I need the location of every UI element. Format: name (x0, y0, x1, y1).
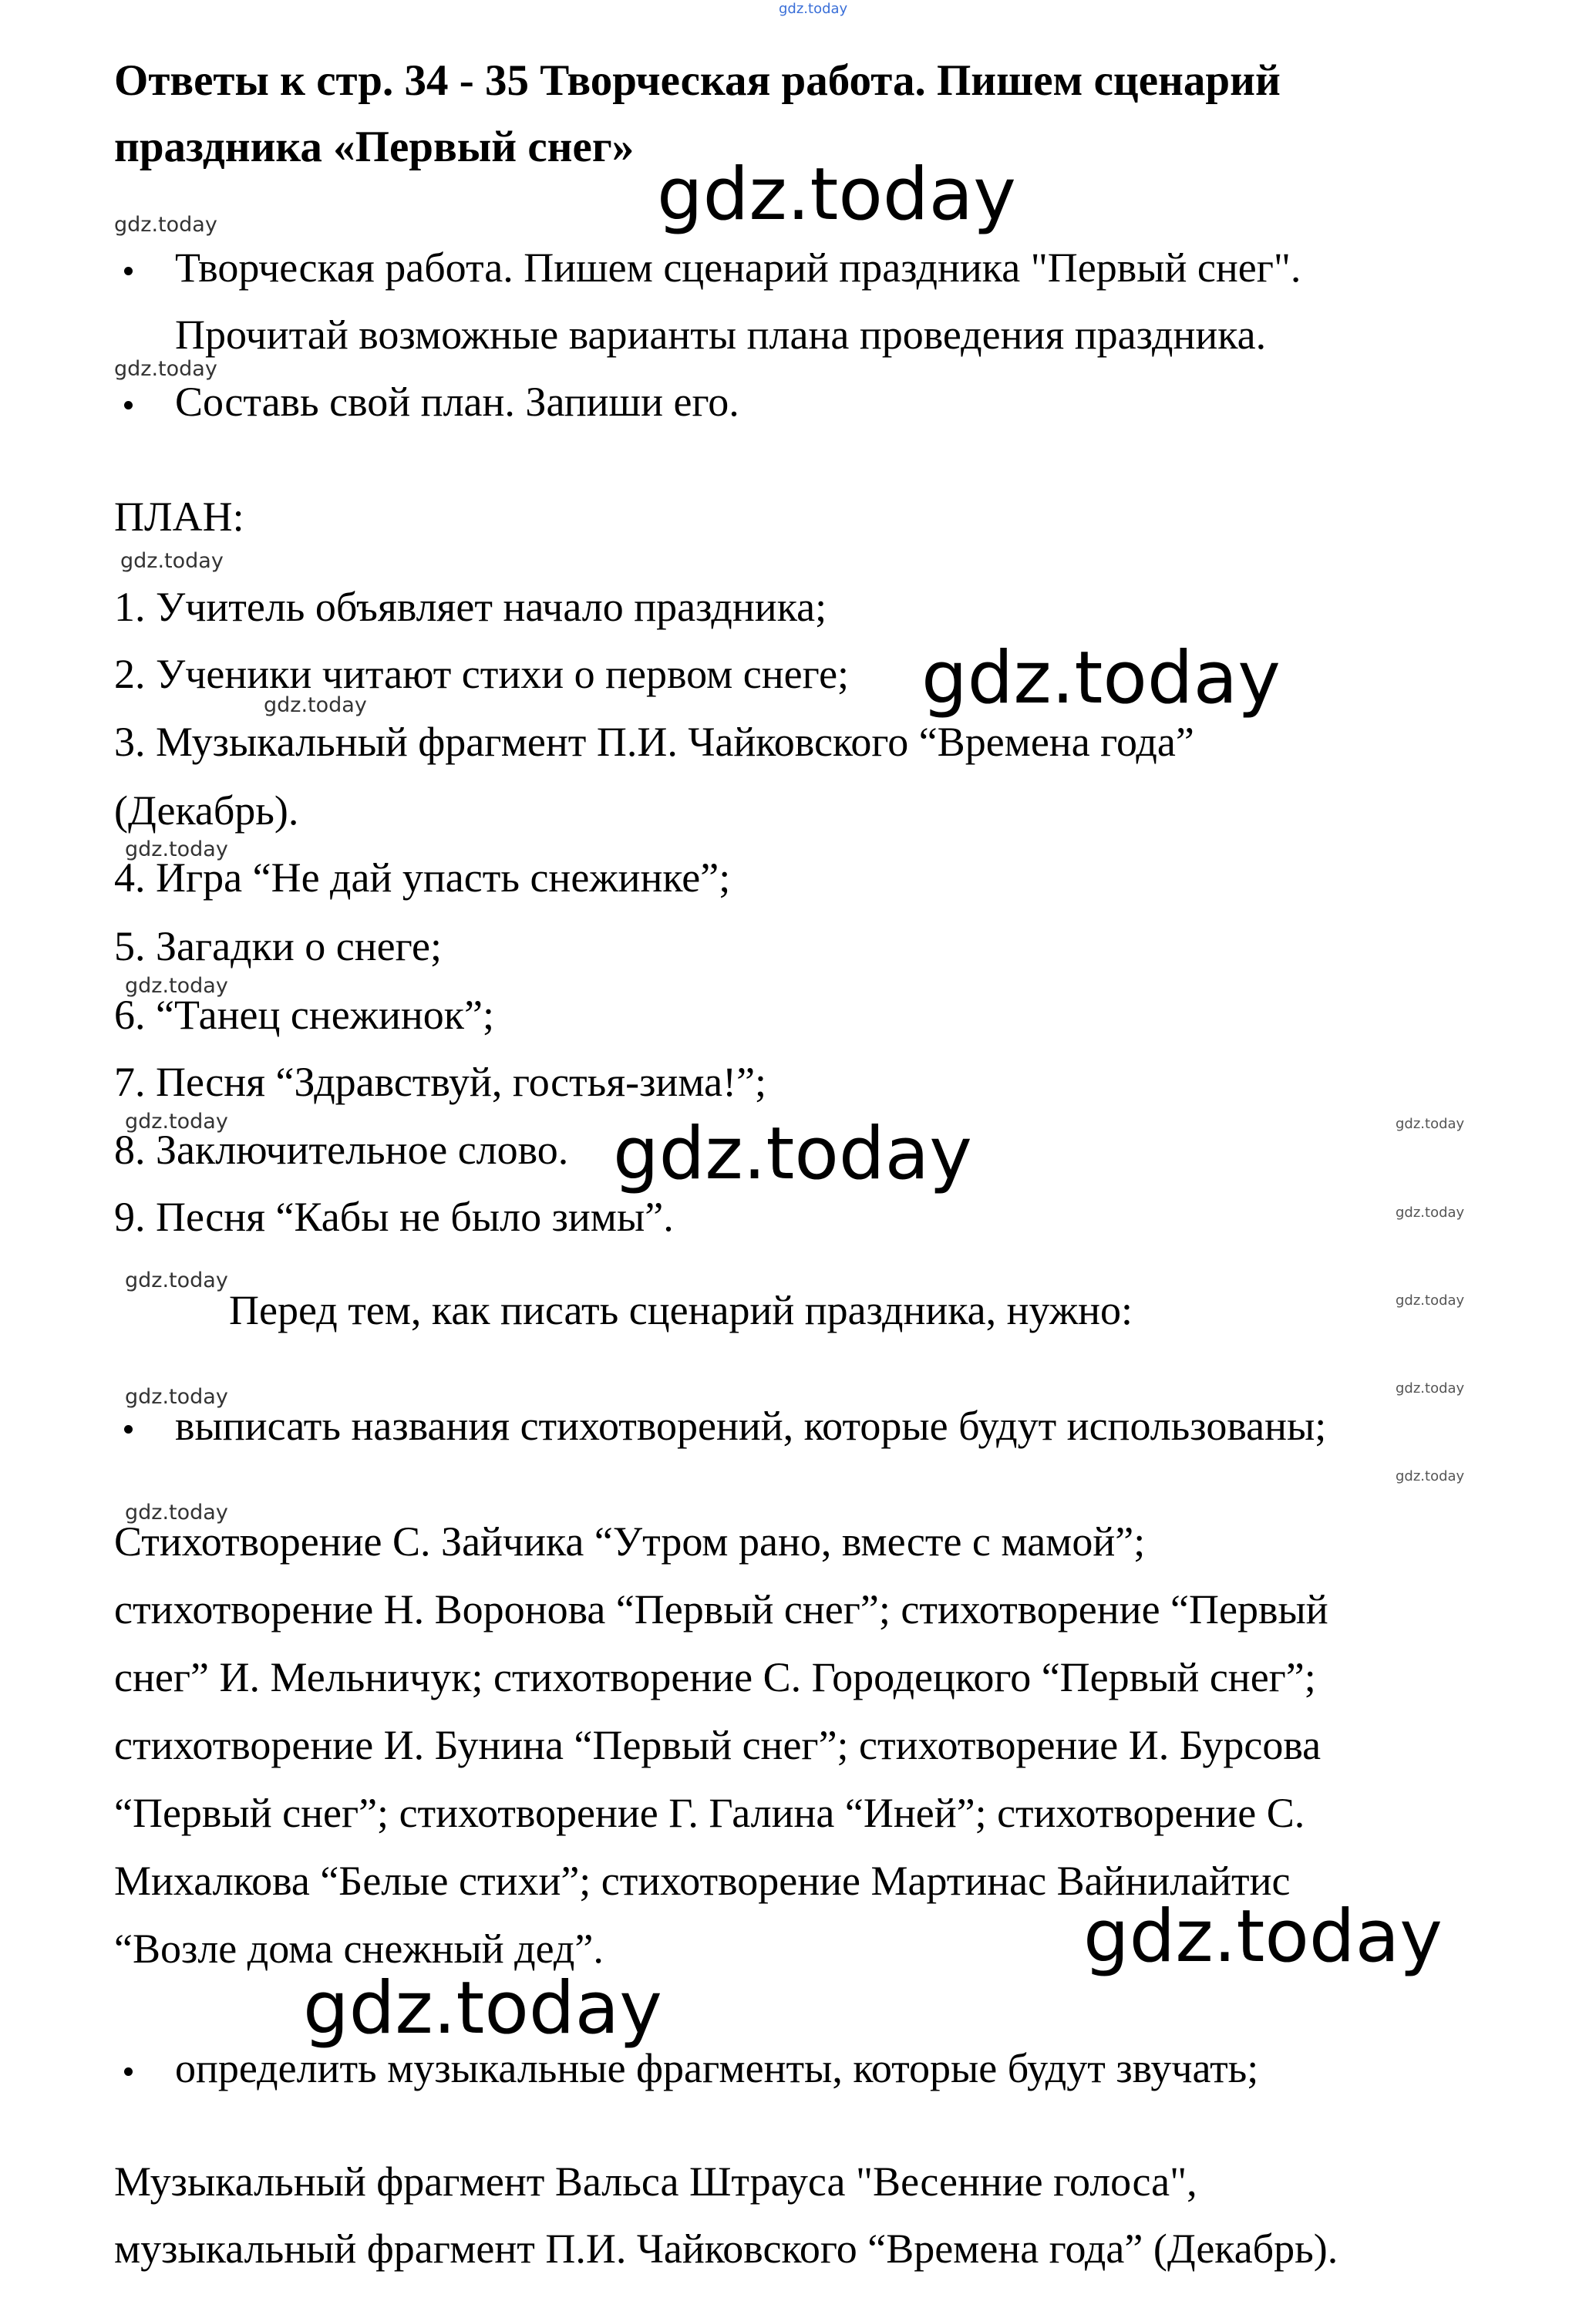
plan-item-3: 3. Музыкальный фрагмент П.И. Чайковского “Времена года” (114, 719, 1194, 765)
watermark-large: gdz.today (303, 1966, 662, 2050)
title-line-1: Ответы к стр. 34 - 35 Творческая работа. Пишем сценарий (114, 56, 1281, 105)
watermark-large: gdz.today (1083, 1895, 1443, 1979)
poems-line-3: снег” И. Мельничук; стихотворение С. Городецкого “Первый снег”; (114, 1654, 1316, 1700)
bullet-icon (124, 2067, 133, 2076)
watermark-large: gdz.today (613, 1112, 972, 1196)
poems-bullet: выписать названия стихотворений, которые будут использованы; (175, 1403, 1327, 1449)
watermark-small: gdz.today (125, 1501, 228, 1525)
watermark-tiny: gdz.today (1396, 1468, 1465, 1484)
music-bullet: определить музыкальные фрагменты, которые будут звучать; (175, 2045, 1259, 2091)
watermark-top: gdz.today (779, 1, 848, 17)
task-bullet-1: Творческая работа. Пишем сценарий праздника "Первый снег". (175, 244, 1301, 291)
task-bullet-2: Составь свой план. Запиши его. (175, 379, 739, 425)
plan-item-9: 9. Песня “Кабы не было зимы”. (114, 1194, 674, 1240)
watermark-large: gdz.today (657, 153, 1016, 237)
title-line-2: праздника «Первый снег» (114, 123, 635, 171)
watermark-small: gdz.today (125, 1269, 228, 1292)
watermark-small: gdz.today (125, 1385, 228, 1409)
intro-before-writing: Перед тем, как писать сценарий праздника, нужно: (229, 1287, 1133, 1333)
task-bullet-continuation: Прочитай возможные варианты плана проведения праздника. (175, 312, 1267, 358)
watermark-tiny: gdz.today (1396, 1292, 1465, 1309)
music-line-1: Музыкальный фрагмент Вальса Штрауса "Весенние голоса", (114, 2158, 1197, 2205)
watermark-large: gdz.today (921, 636, 1281, 720)
poems-line-1: Стихотворение С. Зайчика “Утром рано, вместе с мамой”; (114, 1518, 1146, 1565)
watermark-small: gdz.today (114, 213, 217, 237)
watermark-small: gdz.today (125, 837, 228, 861)
watermark-small: gdz.today (125, 974, 228, 998)
watermark-tiny: gdz.today (1396, 1380, 1465, 1397)
plan-item-3-continuation: (Декабрь). (114, 787, 299, 834)
watermark-small: gdz.today (264, 693, 367, 717)
bullet-icon (124, 267, 133, 275)
watermark-tiny: gdz.today (1396, 1205, 1465, 1221)
plan-item-2: 2. Ученики читают стихи о первом снеге; (114, 651, 850, 697)
poems-line-7: “Возле дома снежный дед”. (114, 1926, 604, 1972)
plan-item-5: 5. Загадки о снеге; (114, 923, 442, 969)
poems-line-5: “Первый снег”; стихотворение Г. Галина “Иней”; стихотворение С. (114, 1790, 1305, 1836)
watermark-tiny: gdz.today (1396, 1116, 1465, 1132)
plan-item-7: 7. Песня “Здравствуй, гостья-зима!”; (114, 1059, 767, 1105)
watermark-small: gdz.today (120, 549, 224, 573)
poems-line-2: стихотворение Н. Воронова “Первый снег”; стихотворение “Первый (114, 1586, 1328, 1633)
plan-item-4: 4. Игра “Не дай упасть снежинке”; (114, 854, 731, 901)
watermark-small: gdz.today (125, 1110, 228, 1134)
plan-heading: ПЛАН: (114, 494, 244, 540)
bullet-icon (124, 1425, 133, 1434)
poems-line-6: Михалкова “Белые стихи”; стихотворение Мартинас Вайнилайтис (114, 1858, 1291, 1904)
music-line-2: музыкальный фрагмент П.И. Чайковского “Времена года” (Декабрь). (114, 2226, 1338, 2272)
poems-line-4: стихотворение И. Бунина “Первый снег”; стихотворение И. Бурсова (114, 1722, 1322, 1768)
bullet-icon (124, 401, 133, 409)
plan-item-8: 8. Заключительное слово. (114, 1127, 569, 1173)
plan-item-6: 6. “Танец снежинок”; (114, 992, 494, 1038)
watermark-small: gdz.today (114, 357, 217, 381)
plan-item-1: 1. Учитель объявляет начало праздника; (114, 584, 827, 630)
